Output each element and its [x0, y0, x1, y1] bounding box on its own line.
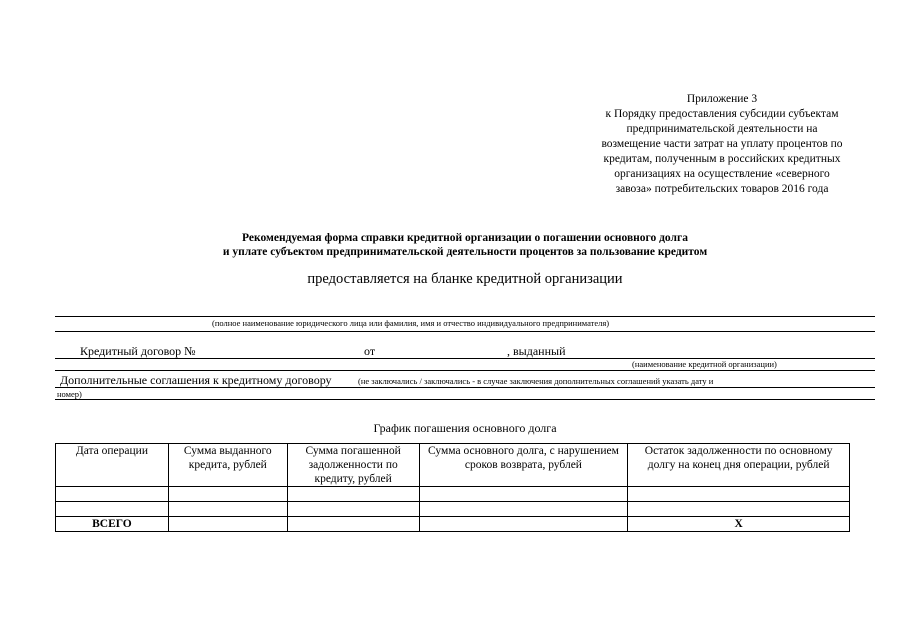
table-row	[56, 487, 850, 502]
table-cell	[168, 517, 287, 532]
appendix-line: к Порядку предоставления субсидии субъектам	[605, 108, 839, 120]
table-cell	[56, 487, 169, 502]
appendix-line: завоза» потребительских товаров 2016 года	[615, 183, 829, 195]
table-cell	[628, 487, 850, 502]
divider-line	[55, 370, 875, 371]
additional-agreements-label: Дополнительные соглашения к кредитному договору	[60, 373, 332, 387]
table-cell	[56, 502, 169, 517]
table-row	[56, 502, 850, 517]
document-title	[130, 231, 800, 259]
table-cell	[287, 502, 419, 517]
issued-label: , выданный	[507, 344, 566, 358]
from-label: от	[364, 344, 376, 358]
contract-label: Кредитный договор №	[80, 344, 196, 358]
appendix-line: возмещение части затрат на уплату процентов по	[601, 138, 843, 150]
divider-line	[55, 399, 875, 400]
repayment-schedule-table	[55, 443, 850, 532]
header-remaining-balance: Остаток задолженности по основному долгу на конец дня операции, рублей	[628, 444, 850, 487]
header-repaid-amount: Сумма погашенной задолженности по кредиту, рублей	[287, 444, 419, 487]
additional-agreements-note: (не заключались / заключались - в случае заключения дополнительных соглашений указать дату и	[358, 376, 714, 386]
header-overdue-amount: Сумма основного долга, с нарушением сроков возврата, рублей	[419, 444, 628, 487]
schedule-title: График погашения основного долга	[373, 421, 557, 435]
appendix-line: организациях на осуществление «северного	[614, 168, 830, 180]
divider-line	[55, 387, 875, 388]
table-cell	[419, 502, 628, 517]
header-issued-amount: Сумма выданного кредита, рублей	[168, 444, 287, 487]
bank-caption: (наименование кредитной организации)	[632, 359, 777, 369]
entity-caption: (полное наименование юридического лица или фамилия, имя и отчество индивидуального предпринимателя)	[212, 318, 610, 328]
total-mark: Х	[628, 517, 850, 532]
appendix-note	[574, 92, 870, 197]
table-cell	[287, 517, 419, 532]
document-subtitle: предоставляется на бланке кредитной организации	[307, 271, 623, 287]
divider-line	[55, 331, 875, 332]
total-row	[56, 517, 850, 532]
table-cell	[628, 502, 850, 517]
table-cell	[168, 502, 287, 517]
appendix-line: Приложение 3	[686, 93, 758, 105]
additional-agreements-note-cont: номер)	[57, 389, 82, 399]
appendix-line: кредитам, полученным в российских кредитных	[603, 153, 841, 165]
table-cell	[287, 487, 419, 502]
appendix-line: предпринимательской деятельности на	[626, 123, 818, 135]
table-cell	[419, 487, 628, 502]
title-line-2: и уплате субъектом предпринимательской деятельности процентов за пользование кредитом	[222, 246, 708, 258]
table-cell	[419, 517, 628, 532]
total-label: ВСЕГО	[56, 517, 169, 532]
table-header-row	[56, 444, 850, 487]
header-operation-date: Дата операции	[56, 444, 169, 487]
table-cell	[168, 487, 287, 502]
title-line-1: Рекомендуемая форма справки кредитной организации о погашении основного долга	[242, 232, 688, 244]
entity-name-line	[55, 316, 875, 317]
